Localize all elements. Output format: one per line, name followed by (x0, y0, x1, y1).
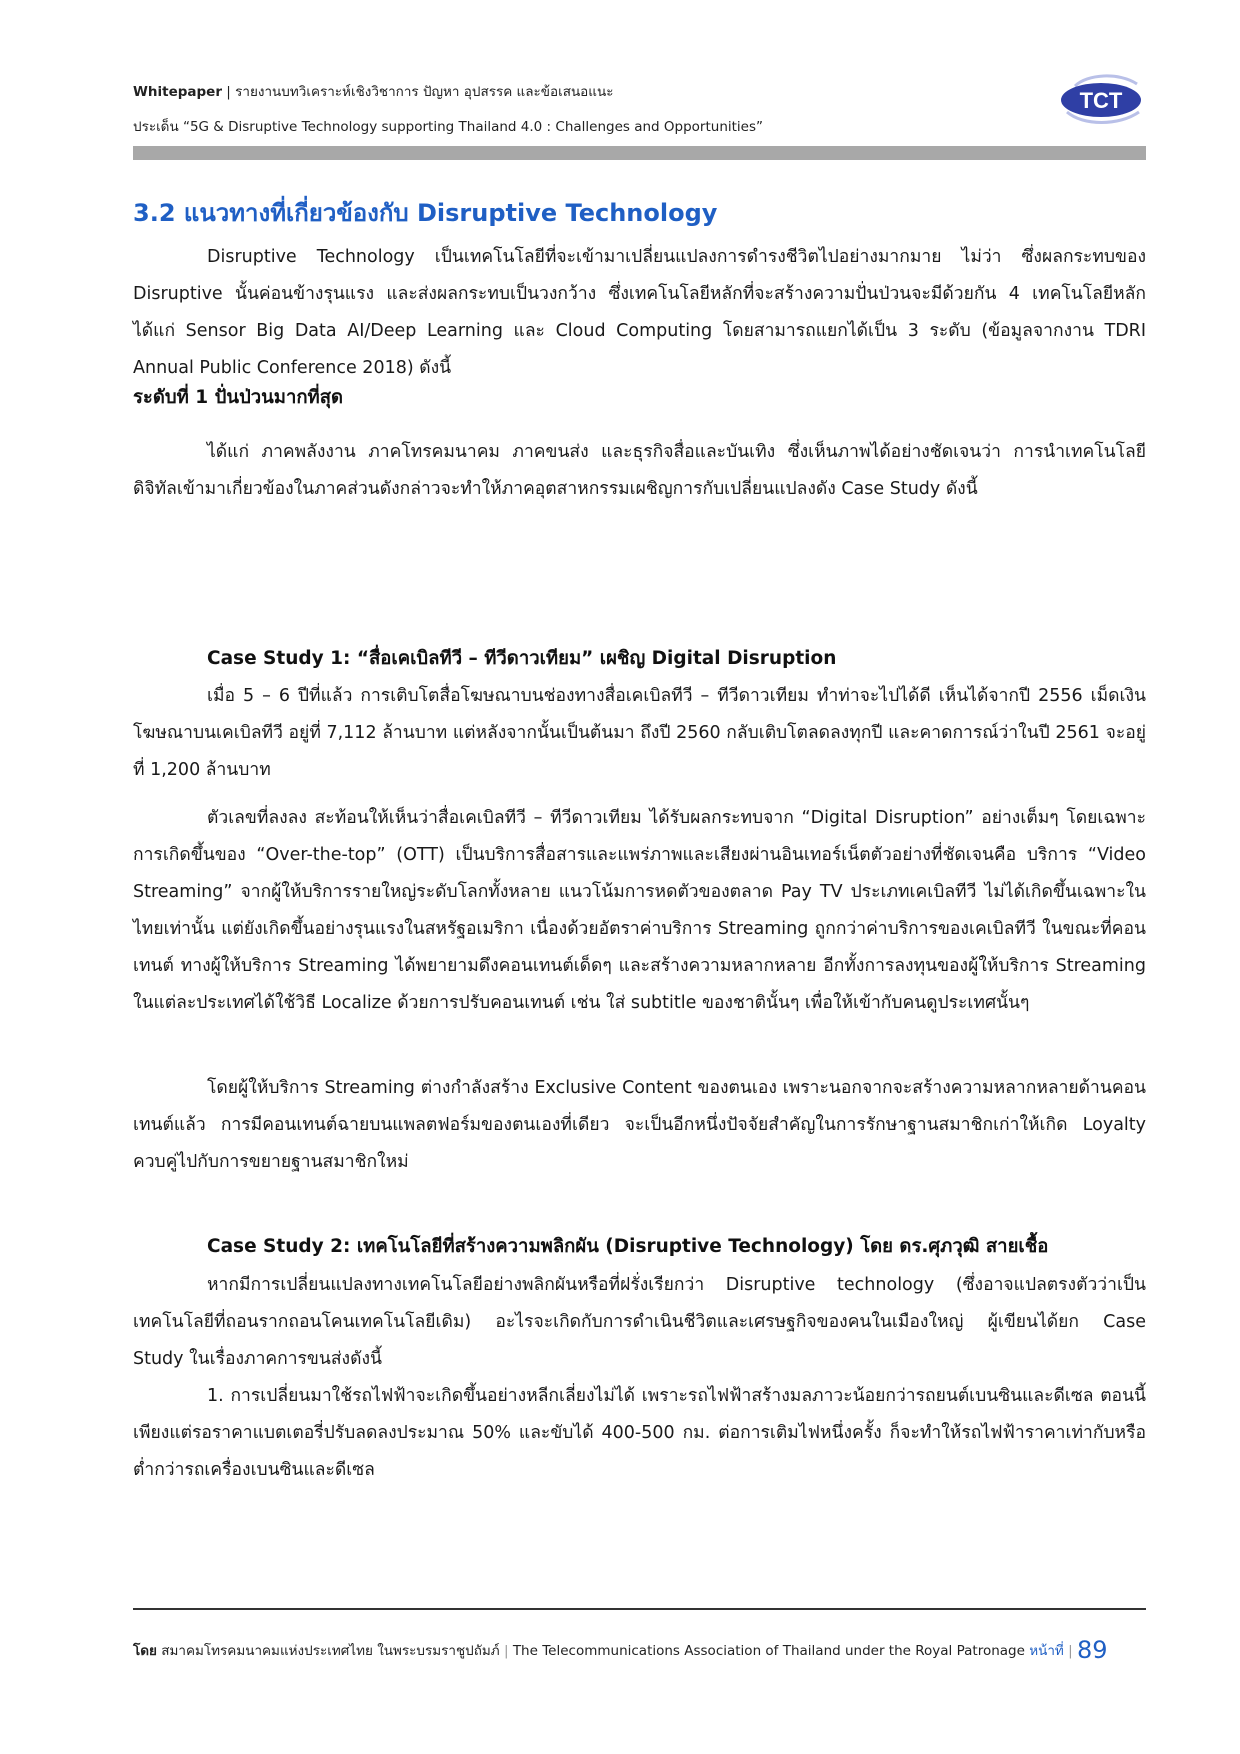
tct-logo (1057, 72, 1145, 126)
case1-paragraph-1 (133, 678, 1146, 789)
case2-paragraph-1 (133, 1267, 1146, 1378)
case1-paragraph-2 (133, 800, 1146, 1022)
section-title: 3.2 แนวทางที่เกี่ยวข้องกับ Disruptive Technology (133, 199, 718, 227)
level1-text: ได้แก่ ภาคพลังงาน ภาคโทรคมนาคม ภาคขนส่ง และธุรกิจสื่อและบันเทิง ซึ่งเห็นภาพได้อย่างชัดเจนว่า การนำเทคโนโลยีดิจิทัลเข้ามาเกี่ยวข้องในภาคส่วนดังกล่าวจะทำให้ภาคอุตสาหกรรมเผชิญการกับเปลี่ยนแปลงดัง Case Study ดังนี้ (133, 442, 1146, 499)
case1-p3-text: โดยผู้ให้บริการ Streaming ต่างกำลังสร้าง Exclusive Content ของตนเอง เพราะนอกจากจะสร้างความหลากหลายด้านคอนเทนต์แล้ว การมีคอนเทนต์ฉายบนแพลตฟอร์มของตนเองที่เดียว จะเป็นอีกหนึ่งปัจจัยสำคัญในการรักษาฐานสมาชิกเก่าให้เกิด Loyalty ควบคู่ไปกับการขยายฐานสมาชิกใหม่ (133, 1078, 1146, 1172)
page-number: 89 (1076, 1636, 1108, 1664)
level1-heading: ระดับที่ 1 ปั่นป่วนมากที่สุด (133, 387, 344, 408)
doc-type-label: Whitepaper (133, 84, 222, 100)
intro-paragraph (133, 239, 1146, 387)
logo-text: TCT (1079, 88, 1123, 113)
header-subtitle: รายงานบทวิเคราะห์เชิงวิชาการ ปัญหา อุปสรรค และข้อเสนอแนะ (235, 84, 614, 100)
case1-paragraph-3 (133, 1070, 1146, 1181)
header-topic: ประเด็น “5G & Disruptive Technology supporting Thailand 4.0 : Challenges and Opportunities” (133, 119, 764, 135)
footer-org-th: สมาคมโทรคมนาคมแห่งประเทศไทย ในพระบรมราชูปถัมภ์ (161, 1643, 500, 1659)
level1-paragraph (133, 434, 1146, 508)
case1-heading: Case Study 1: “สื่อเคเบิลทีวี – ทีวีดาวเทียม” เผชิญ Digital Disruption (207, 648, 837, 669)
intro-text: Disruptive Technology เป็นเทคโนโลยีที่จะเข้ามาเปลี่ยนแปลงการดำรงชีวิตไปอย่างมากมาย ไม่ว่า ซึ่งผลกระทบของ Disruptive นั้นค่อนข้างรุนแรง และส่งผลกระทบเป็นวงกว้าง ซึ่งเทคโนโลยีหลักที่จะสร้างความปั่นป่วนจะมีด้วยกัน 4 เทคโนโลยีหลักได้แก่ Sensor Big Data AI/Deep Learning และ Cloud Computing โดยสามารถแยกได้เป็น 3 ระดับ (ข้อมูลจากงาน TDRI Annual Public Conference 2018) ดังนี้ (133, 247, 1146, 378)
footer-separator: | (503, 1643, 513, 1659)
footer-by: โดย (133, 1643, 157, 1659)
header-title-line (133, 80, 613, 102)
footer-page-separator: | (1068, 1643, 1073, 1659)
footer (133, 1636, 1108, 1664)
case2-paragraph-2 (133, 1378, 1146, 1489)
case2-p2-text: 1. การเปลี่ยนมาใช้รถไฟฟ้าจะเกิดขึ้นอย่างหลีกเลี่ยงไม่ได้ เพราะรถไฟฟ้าสร้างมลภาวะน้อยกว่ารถยนต์เบนซินและดีเซล ตอนนี้เพียงแต่รอราคาแบตเตอรี่ปรับลดลงประมาณ 50% และขับได้ 400-500 กม. ต่อการเติมไฟหนึ่งครั้ง ก็จะทำให้รถไฟฟ้าราคาเท่ากับหรือต่ำกว่ารถเครื่องเบนซินและดีเซล (133, 1386, 1146, 1480)
header-divider-bar (133, 146, 1146, 160)
case2-p1-text: หากมีการเปลี่ยนแปลงทางเทคโนโลยีอย่างพลิกผันหรือที่ฝรั่งเรียกว่า Disruptive technology (ซึ่งอาจแปลตรงตัวว่าเป็นเทคโนโลยีที่ถอนรากถอนโคนเทคโนโลยีเดิม) อะไรจะเกิดกับการดำเนินชีวิตและเศรษฐกิจของคนในเมืองใหญ่ ผู้เขียนได้ยก Case Study ในเรื่องภาคการขนส่งดังนี้ (133, 1275, 1146, 1369)
case2-heading: Case Study 2: เทคโนโลยีที่สร้างความพลิกผัน (Disruptive Technology) โดย ดร.ศุภวุฒิ สายเชื้อ (207, 1236, 1049, 1257)
case1-p2-text: ตัวเลขที่ลงลง สะท้อนให้เห็นว่าสื่อเคเบิลทีวี – ทีวีดาวเทียม ได้รับผลกระทบจาก “Digital Disruption” อย่างเต็มๆ โดยเฉพาะการเกิดขึ้นของ “Over-the-top” (OTT) เป็นบริการสื่อสารและแพร่ภาพและเสียงผ่านอินเทอร์เน็ตตัวอย่างที่ชัดเจนคือ บริการ “Video Streaming” จากผู้ให้บริการรายใหญ่ระดับโลกทั้งหลาย แนวโน้มการหดตัวของตลาด Pay TV ประเภทเคเบิลทีวี ไม่ได้เกิดขึ้นเฉพาะในไทยเท่านั้น แต่ยังเกิดขึ้นอย่างรุนแรงในสหรัฐอเมริกา เนื่องด้วยอัตราค่าบริการ Streaming ถูกกว่าค่าบริการของเคเบิลทีวี ในขณะที่คอนเทนต์ ทางผู้ให้บริการ Streaming ได้พยายามดึงคอนเทนต์เด็ดๆ และสร้างความหลากหลาย อีกทั้งการลงทุนของผู้ให้บริการ Streaming ในแต่ละประเทศได้ใช้วิธี Localize ด้วยการปรับคอนเทนต์ เช่น ใส่ subtitle ของชาตินั้นๆ เพื่อให้เข้ากับคนดูประเทศนั้นๆ (133, 808, 1146, 1013)
footer-org-en: The Telecommunications Association of Thailand under the Royal Patronage (512, 1643, 1025, 1659)
footer-page-label: หน้าที่ (1029, 1643, 1064, 1659)
header-separator: | (226, 84, 236, 100)
case1-p1-text: เมื่อ 5 – 6 ปีที่แล้ว การเติบโตสื่อโฆษณาบนช่องทางสื่อเคเบิลทีวี – ทีวีดาวเทียม ทำท่าจะไปได้ดี เห็นได้จากปี 2556 เม็ดเงินโฆษณาบนเคเบิลทีวี อยู่ที่ 7,112 ล้านบาท แต่หลังจากนั้นเป็นต้นมา ถึงปี 2560 กลับเติบโตลดลงทุกปี และคาดการณ์ว่าในปี 2561 จะอยู่ที่ 1,200 ล้านบาท (133, 686, 1146, 780)
footer-divider (133, 1608, 1146, 1610)
